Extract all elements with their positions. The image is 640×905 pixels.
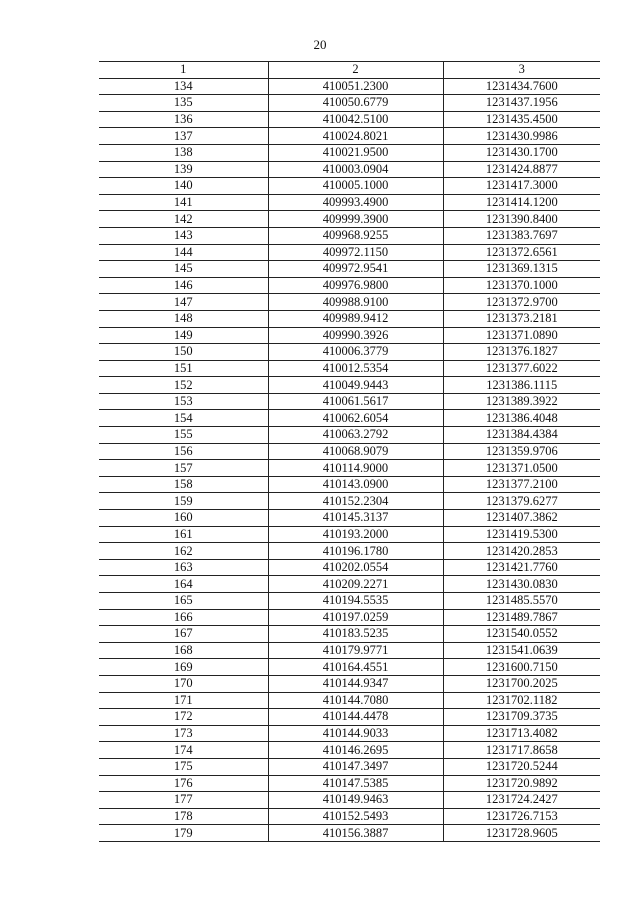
point-number-cell: 135 [99,95,268,112]
point-number-cell: 173 [99,725,268,742]
x-coordinate-cell: 410114.9000 [268,460,443,477]
y-coordinate-cell: 1231389.3922 [443,393,600,410]
y-coordinate-cell: 1231373.2181 [443,310,600,327]
point-number-cell: 170 [99,675,268,692]
y-coordinate-cell: 1231726.7153 [443,808,600,825]
y-coordinate-cell: 1231376.1827 [443,344,600,361]
x-coordinate-cell: 410061.5617 [268,393,443,410]
y-coordinate-cell: 1231430.0830 [443,576,600,593]
y-coordinate-cell: 1231541.0639 [443,642,600,659]
column-header-2: 2 [268,62,443,79]
x-coordinate-cell: 410193.2000 [268,526,443,543]
point-number-cell: 159 [99,493,268,510]
y-coordinate-cell: 1231713.4082 [443,725,600,742]
y-coordinate-cell: 1231540.0552 [443,626,600,643]
y-coordinate-cell: 1231430.9986 [443,128,600,145]
x-coordinate-cell: 410051.2300 [268,78,443,95]
x-coordinate-cell: 410005.1000 [268,178,443,195]
table-row [99,493,600,510]
point-number-cell: 163 [99,559,268,576]
x-coordinate-cell: 410144.9347 [268,675,443,692]
point-number-cell: 179 [99,825,268,842]
point-number-cell: 167 [99,626,268,643]
table-row [99,510,600,527]
point-number-cell: 175 [99,758,268,775]
page-number: 20 [313,37,327,52]
table-row [99,310,600,327]
x-coordinate-cell: 410194.5535 [268,593,443,610]
table-row [99,659,600,676]
y-coordinate-cell: 1231430.1700 [443,144,600,161]
point-number-cell: 139 [99,161,268,178]
coordinates-table [99,61,600,842]
point-number-cell: 144 [99,244,268,261]
point-number-cell: 171 [99,692,268,709]
point-number-cell: 165 [99,593,268,610]
point-number-cell: 150 [99,344,268,361]
point-number-cell: 141 [99,194,268,211]
y-coordinate-cell: 1231359.9706 [443,443,600,460]
table-row [99,742,600,759]
x-coordinate-cell: 410202.0554 [268,559,443,576]
y-coordinate-cell: 1231369.1315 [443,261,600,278]
table-row [99,360,600,377]
table-row [99,808,600,825]
table-row [99,642,600,659]
x-coordinate-cell: 410183.5235 [268,626,443,643]
y-coordinate-cell: 1231702.1182 [443,692,600,709]
point-number-cell: 174 [99,742,268,759]
x-coordinate-cell: 409999.3900 [268,211,443,228]
x-coordinate-cell: 409972.1150 [268,244,443,261]
point-number-cell: 177 [99,792,268,809]
x-coordinate-cell: 410196.1780 [268,543,443,560]
table-row [99,227,600,244]
x-coordinate-cell: 409993.4900 [268,194,443,211]
y-coordinate-cell: 1231724.2427 [443,792,600,809]
x-coordinate-cell: 410146.2695 [268,742,443,759]
table-row [99,476,600,493]
point-number-cell: 169 [99,659,268,676]
x-coordinate-cell: 409988.9100 [268,294,443,311]
x-coordinate-cell: 409972.9541 [268,261,443,278]
point-number-cell: 158 [99,476,268,493]
x-coordinate-cell: 410003.0904 [268,161,443,178]
y-coordinate-cell: 1231390.8400 [443,211,600,228]
table-row [99,460,600,477]
x-coordinate-cell: 410197.0259 [268,609,443,626]
table-row [99,261,600,278]
x-coordinate-cell: 410024.8021 [268,128,443,145]
table-row [99,559,600,576]
y-coordinate-cell: 1231420.2853 [443,543,600,560]
y-coordinate-cell: 1231434.7600 [443,78,600,95]
x-coordinate-cell: 410050.6779 [268,95,443,112]
table-row [99,825,600,842]
point-number-cell: 138 [99,144,268,161]
x-coordinate-cell: 410049.9443 [268,377,443,394]
x-coordinate-cell: 410149.9463 [268,792,443,809]
table-row [99,593,600,610]
y-coordinate-cell: 1231720.5244 [443,758,600,775]
y-coordinate-cell: 1231379.6277 [443,493,600,510]
x-coordinate-cell: 410006.3779 [268,344,443,361]
y-coordinate-cell: 1231407.3862 [443,510,600,527]
x-coordinate-cell: 410145.3137 [268,510,443,527]
point-number-cell: 153 [99,393,268,410]
y-coordinate-cell: 1231417.3000 [443,178,600,195]
y-coordinate-cell: 1231371.0890 [443,327,600,344]
point-number-cell: 160 [99,510,268,527]
y-coordinate-cell: 1231386.4048 [443,410,600,427]
point-number-cell: 151 [99,360,268,377]
table-row [99,327,600,344]
y-coordinate-cell: 1231414.1200 [443,194,600,211]
y-coordinate-cell: 1231371.0500 [443,460,600,477]
point-number-cell: 172 [99,709,268,726]
table-row [99,792,600,809]
table-row [99,294,600,311]
header-row [99,62,600,79]
table-row [99,709,600,726]
table-row [99,410,600,427]
column-header-1: 1 [99,62,268,79]
point-number-cell: 155 [99,427,268,444]
x-coordinate-cell: 410179.9771 [268,642,443,659]
table-row [99,161,600,178]
x-coordinate-cell: 410209.2271 [268,576,443,593]
x-coordinate-cell: 410156.3887 [268,825,443,842]
point-number-cell: 137 [99,128,268,145]
table-body [99,78,600,841]
point-number-cell: 143 [99,227,268,244]
y-coordinate-cell: 1231435.4500 [443,111,600,128]
x-coordinate-cell: 410068.9079 [268,443,443,460]
y-coordinate-cell: 1231421.7760 [443,559,600,576]
table-row [99,277,600,294]
point-number-cell: 149 [99,327,268,344]
y-coordinate-cell: 1231370.1000 [443,277,600,294]
table-row [99,344,600,361]
x-coordinate-cell: 410012.5354 [268,360,443,377]
point-number-cell: 146 [99,277,268,294]
x-coordinate-cell: 410042.5100 [268,111,443,128]
x-coordinate-cell: 410147.3497 [268,758,443,775]
x-coordinate-cell: 410021.9500 [268,144,443,161]
y-coordinate-cell: 1231489.7867 [443,609,600,626]
x-coordinate-cell: 410143.0900 [268,476,443,493]
point-number-cell: 134 [99,78,268,95]
y-coordinate-cell: 1231377.6022 [443,360,600,377]
y-coordinate-cell: 1231717.8658 [443,742,600,759]
point-number-cell: 145 [99,261,268,278]
table-row [99,526,600,543]
table-row [99,427,600,444]
y-coordinate-cell: 1231386.1115 [443,377,600,394]
table-row [99,393,600,410]
point-number-cell: 154 [99,410,268,427]
x-coordinate-cell: 409989.9412 [268,310,443,327]
table-row [99,144,600,161]
table-row [99,178,600,195]
point-number-cell: 142 [99,211,268,228]
y-coordinate-cell: 1231377.2100 [443,476,600,493]
table-row [99,543,600,560]
x-coordinate-cell: 410152.5493 [268,808,443,825]
y-coordinate-cell: 1231485.5570 [443,593,600,610]
x-coordinate-cell: 410144.4478 [268,709,443,726]
x-coordinate-cell: 410063.2792 [268,427,443,444]
table-row [99,609,600,626]
point-number-cell: 152 [99,377,268,394]
y-coordinate-cell: 1231419.5300 [443,526,600,543]
table-row [99,95,600,112]
table-row [99,626,600,643]
y-coordinate-cell: 1231424.8877 [443,161,600,178]
x-coordinate-cell: 409976.9800 [268,277,443,294]
y-coordinate-cell: 1231384.4384 [443,427,600,444]
table-row [99,775,600,792]
table-row [99,576,600,593]
point-number-cell: 147 [99,294,268,311]
table-row [99,128,600,145]
table-row [99,244,600,261]
y-coordinate-cell: 1231700.2025 [443,675,600,692]
table-row [99,692,600,709]
x-coordinate-cell: 410144.7080 [268,692,443,709]
point-number-cell: 168 [99,642,268,659]
y-coordinate-cell: 1231372.9700 [443,294,600,311]
table-row [99,211,600,228]
point-number-cell: 156 [99,443,268,460]
y-coordinate-cell: 1231383.7697 [443,227,600,244]
y-coordinate-cell: 1231600.7150 [443,659,600,676]
point-number-cell: 157 [99,460,268,477]
table-row [99,78,600,95]
point-number-cell: 140 [99,178,268,195]
y-coordinate-cell: 1231372.6561 [443,244,600,261]
point-number-cell: 162 [99,543,268,560]
table-row [99,725,600,742]
y-coordinate-cell: 1231720.9892 [443,775,600,792]
point-number-cell: 178 [99,808,268,825]
point-number-cell: 176 [99,775,268,792]
x-coordinate-cell: 410164.4551 [268,659,443,676]
point-number-cell: 164 [99,576,268,593]
x-coordinate-cell: 410144.9033 [268,725,443,742]
x-coordinate-cell: 410147.5385 [268,775,443,792]
table-row [99,675,600,692]
x-coordinate-cell: 410152.2304 [268,493,443,510]
table-row [99,758,600,775]
x-coordinate-cell: 409990.3926 [268,327,443,344]
table-row [99,194,600,211]
y-coordinate-cell: 1231437.1956 [443,95,600,112]
x-coordinate-cell: 409968.9255 [268,227,443,244]
point-number-cell: 148 [99,310,268,327]
y-coordinate-cell: 1231728.9605 [443,825,600,842]
column-header-3: 3 [443,62,600,79]
table-row [99,111,600,128]
point-number-cell: 161 [99,526,268,543]
point-number-cell: 136 [99,111,268,128]
table-row [99,443,600,460]
x-coordinate-cell: 410062.6054 [268,410,443,427]
y-coordinate-cell: 1231709.3735 [443,709,600,726]
table-row [99,377,600,394]
point-number-cell: 166 [99,609,268,626]
